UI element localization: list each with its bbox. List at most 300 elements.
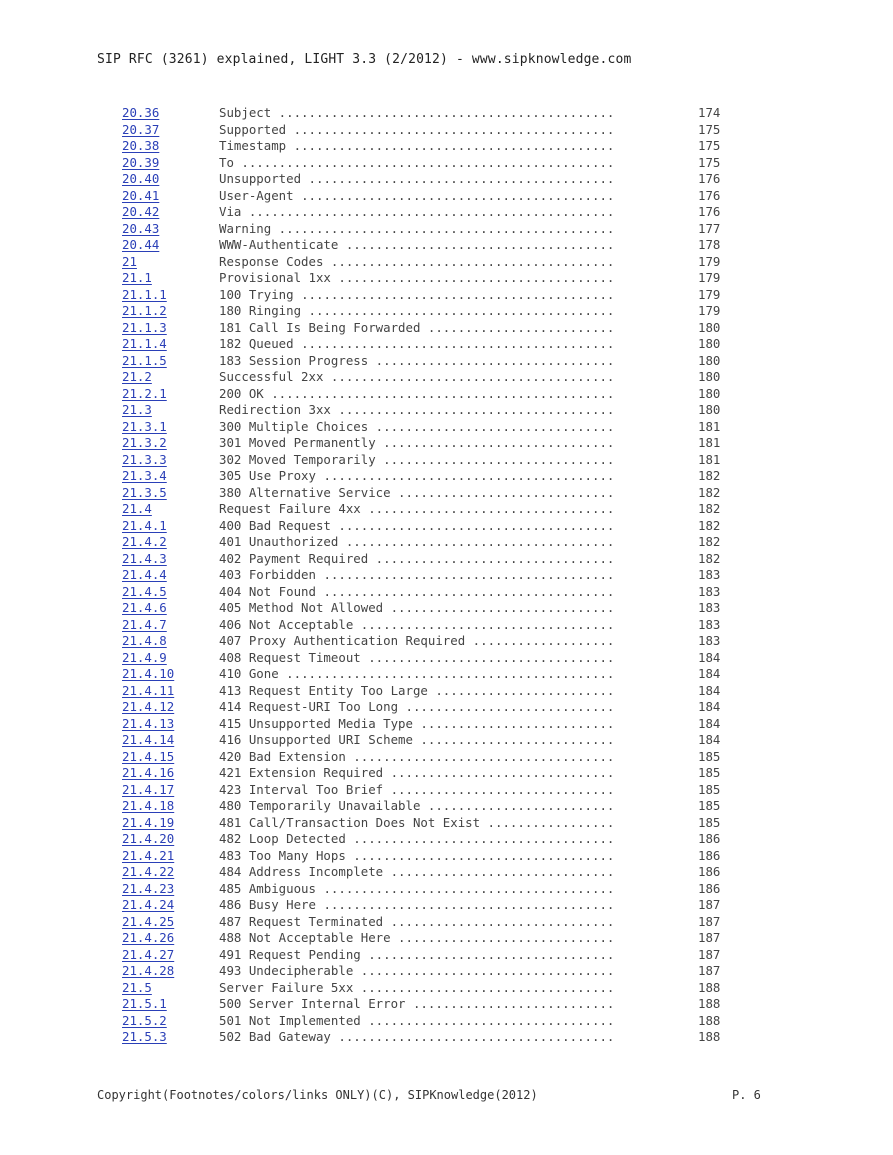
toc-section-link[interactable]: 21.3.3 xyxy=(122,451,167,467)
toc-entry-title-text: 420 Bad Extension xyxy=(219,748,346,764)
toc-page-number: 184 xyxy=(698,649,721,665)
toc-entry-title-text: Subject xyxy=(219,105,272,120)
toc-entry-title-text: 502 Bad Gateway xyxy=(219,1029,331,1044)
toc-entry-title-text: Supported xyxy=(219,121,287,137)
toc-row xyxy=(0,914,893,931)
toc-dot-leader: ......................... xyxy=(420,319,615,335)
toc-page-number: 187 xyxy=(698,963,721,978)
toc-entry-title-text: 405 Method Not Allowed xyxy=(219,600,384,615)
toc-section-link[interactable]: 21.4.12 xyxy=(122,699,175,714)
toc-entry-title xyxy=(219,353,684,370)
toc-entry-title xyxy=(219,1013,684,1030)
toc-dot-leader: ........................... xyxy=(405,996,615,1011)
toc-section-link[interactable]: 21.4.16 xyxy=(122,765,175,780)
toc-entry-title xyxy=(219,501,684,518)
toc-entry-title xyxy=(219,947,684,964)
toc-section-link[interactable]: 21.4.23 xyxy=(122,880,175,896)
toc-entry-title xyxy=(219,551,684,568)
toc-row xyxy=(0,683,893,700)
toc-entry-title-text: 480 Temporarily Unavailable xyxy=(219,798,421,813)
toc-page-number: 188 xyxy=(698,1012,721,1028)
toc-row xyxy=(0,551,893,568)
toc-dot-leader: ................................... xyxy=(345,748,615,764)
toc-entry-title-text: 408 Request Timeout xyxy=(219,649,361,665)
toc-row xyxy=(0,419,893,436)
toc-row xyxy=(0,518,893,535)
toc-page-number: 185 xyxy=(698,814,721,830)
toc-row xyxy=(0,204,893,221)
toc-section-link[interactable]: 21.5.1 xyxy=(122,996,167,1011)
toc-page-number: 181 xyxy=(698,451,721,467)
toc-entry-title-text: Request Failure 4xx xyxy=(219,501,361,516)
toc-page-number: 185 xyxy=(698,765,721,780)
toc-section-link[interactable]: 21.4.13 xyxy=(122,715,175,731)
toc-row xyxy=(0,138,893,155)
toc-section-link[interactable]: 21.4.28 xyxy=(122,963,175,978)
toc-row xyxy=(0,171,893,188)
toc-dot-leader: ................................. xyxy=(360,501,615,516)
toc-row xyxy=(0,501,893,518)
toc-page-number: 179 xyxy=(698,303,721,318)
toc-dot-leader: ................................ xyxy=(368,550,615,566)
toc-row xyxy=(0,221,893,238)
toc-page-number: 182 xyxy=(698,550,721,566)
toc-entry-title-text: 301 Moved Permanently xyxy=(219,435,376,450)
toc-page-number: 179 xyxy=(698,253,721,269)
toc-section-link[interactable]: 21.3 xyxy=(122,402,152,417)
toc-row xyxy=(0,105,893,122)
toc-page-number: 186 xyxy=(698,831,721,846)
footer-page-number: P. 6 xyxy=(732,1088,761,1102)
toc-section-link[interactable]: 21.4.22 xyxy=(122,864,175,879)
toc-entry-title-text: To xyxy=(219,154,234,170)
toc-dot-leader: .................................... xyxy=(338,237,615,252)
toc-section-link[interactable]: 21.5.3 xyxy=(122,1029,167,1044)
toc-page-number: 184 xyxy=(698,715,721,731)
toc-entry-title xyxy=(219,336,684,353)
toc-section-link[interactable]: 21.3.5 xyxy=(122,484,167,500)
toc-entry-title xyxy=(219,138,684,155)
toc-entry-title-text: Via xyxy=(219,204,242,219)
toc-dot-leader: ......................................... xyxy=(301,171,615,186)
toc-row xyxy=(0,765,893,782)
toc-row xyxy=(0,881,893,898)
toc-dot-leader: ...................................... xyxy=(323,253,615,269)
toc-row xyxy=(0,666,893,683)
toc-entry-title xyxy=(219,617,684,634)
toc-page-number: 187 xyxy=(698,930,721,945)
toc-entry-title-text: 501 Not Implemented xyxy=(219,1012,361,1028)
toc-section-link[interactable]: 21.4.11 xyxy=(122,682,175,698)
toc-entry-title xyxy=(219,848,684,865)
toc-entry-title xyxy=(219,930,684,947)
toc-page-number: 185 xyxy=(698,781,721,797)
toc-section-link[interactable]: 21.5 xyxy=(122,979,152,995)
toc-dot-leader: ................... xyxy=(465,633,615,648)
toc-page-number: 182 xyxy=(698,517,721,533)
toc-dot-leader: ............................................. xyxy=(271,105,615,120)
toc-section-link[interactable]: 21.4.9 xyxy=(122,649,167,665)
toc-dot-leader: ..................................... xyxy=(330,517,615,533)
toc-dot-leader: .................................... xyxy=(338,534,615,549)
toc-section-link[interactable]: 21.3.4 xyxy=(122,468,167,483)
toc-entry-title xyxy=(219,600,684,617)
toc-entry-title xyxy=(219,798,684,815)
toc-entry-title-text: 483 Too Many Hops xyxy=(219,847,346,863)
toc-entry-title xyxy=(219,122,684,139)
toc-section-link[interactable]: 21.4.21 xyxy=(122,847,175,863)
toc-section-link[interactable]: 21.4.2 xyxy=(122,534,167,549)
toc-dot-leader: .............................. xyxy=(383,864,615,879)
toc-page-number: 184 xyxy=(698,666,721,681)
toc-dot-leader: ............................................ xyxy=(278,666,615,681)
toc-section-link[interactable]: 20.44 xyxy=(122,237,160,252)
toc-entry-title xyxy=(219,567,684,584)
toc-entry-title-text: 403 Forbidden xyxy=(219,567,316,582)
toc-page-number: 186 xyxy=(698,864,721,879)
toc-dot-leader: .................................. xyxy=(353,979,615,995)
toc-entry-title xyxy=(219,402,684,419)
toc-row xyxy=(0,749,893,766)
toc-entry-title xyxy=(219,732,684,749)
toc-row xyxy=(0,716,893,733)
toc-row xyxy=(0,468,893,485)
toc-row xyxy=(0,930,893,947)
toc-section-link[interactable]: 20.42 xyxy=(122,204,160,219)
toc-entry-title-text: 482 Loop Detected xyxy=(219,831,346,846)
toc-section-link[interactable]: 21.1.2 xyxy=(122,303,167,318)
toc-entry-title-text: Provisional 1xx xyxy=(219,270,331,285)
toc-entry-title-text: 200 OK xyxy=(219,385,264,401)
toc-entry-title-text: Unsupported xyxy=(219,171,302,186)
toc-dot-leader: ................. xyxy=(480,814,615,830)
toc-dot-leader: ............................... xyxy=(375,451,615,467)
toc-row xyxy=(0,353,893,370)
toc-section-link[interactable]: 21.4.20 xyxy=(122,831,175,846)
toc-section-link[interactable]: 21.1.1 xyxy=(122,286,167,302)
toc-entry-title xyxy=(219,303,684,320)
toc-dot-leader: .............................. xyxy=(383,765,615,780)
toc-row xyxy=(0,782,893,799)
toc-entry-title-text: 423 Interval Too Brief xyxy=(219,781,384,797)
toc-entry-title xyxy=(219,881,684,898)
toc-page-number: 178 xyxy=(698,237,721,252)
toc-row xyxy=(0,600,893,617)
toc-dot-leader: ............................. xyxy=(390,930,615,945)
toc-entry-title-text: 400 Bad Request xyxy=(219,517,331,533)
toc-entry-title-text: 380 Alternative Service xyxy=(219,484,391,500)
toc-page-number: 180 xyxy=(698,336,721,351)
toc-dot-leader: ................................. xyxy=(360,1012,615,1028)
toc-entry-title xyxy=(219,650,684,667)
toc-row xyxy=(0,897,893,914)
toc-entry-title-text: 493 Undecipherable xyxy=(219,963,354,978)
toc-row xyxy=(0,435,893,452)
toc-section-link[interactable]: 21 xyxy=(122,253,137,269)
toc-row xyxy=(0,369,893,386)
toc-dot-leader: ..................................... xyxy=(330,402,615,417)
toc-dot-leader: .............................. xyxy=(383,781,615,797)
toc-row xyxy=(0,122,893,139)
toc-row xyxy=(0,287,893,304)
toc-section-link[interactable]: 20.36 xyxy=(122,105,160,120)
toc-section-link[interactable]: 21.4 xyxy=(122,501,152,516)
toc-entry-title xyxy=(219,897,684,914)
table-of-contents xyxy=(0,105,893,1046)
toc-row xyxy=(0,996,893,1013)
toc-row xyxy=(0,650,893,667)
toc-row xyxy=(0,336,893,353)
toc-entry-title-text: WWW-Authenticate xyxy=(219,237,339,252)
toc-page-number: 187 xyxy=(698,897,721,912)
toc-entry-title-text: 486 Busy Here xyxy=(219,897,316,912)
toc-entry-title-text: 414 Request-URI Too Long xyxy=(219,699,399,714)
toc-entry-title xyxy=(219,468,684,485)
toc-row xyxy=(0,452,893,469)
toc-page-number: 185 xyxy=(698,748,721,764)
toc-entry-title xyxy=(219,386,684,403)
toc-row xyxy=(0,732,893,749)
toc-section-link[interactable]: 21.4.3 xyxy=(122,550,167,566)
toc-section-link[interactable]: 21.4.18 xyxy=(122,798,175,813)
toc-entry-title-text: 401 Unauthorized xyxy=(219,534,339,549)
toc-section-link[interactable]: 21.4.7 xyxy=(122,616,167,632)
toc-section-link[interactable]: 20.38 xyxy=(122,138,160,153)
toc-section-link[interactable]: 21.4.10 xyxy=(122,666,175,681)
toc-section-link[interactable]: 21.2 xyxy=(122,369,152,384)
toc-dot-leader: ..................................... xyxy=(330,270,615,285)
toc-section-link[interactable]: 21.4.1 xyxy=(122,517,167,533)
toc-entry-title-text: 305 Use Proxy xyxy=(219,468,316,483)
toc-entry-title xyxy=(219,534,684,551)
toc-section-link[interactable]: 20.39 xyxy=(122,154,160,170)
toc-dot-leader: ...................................... xyxy=(323,369,615,384)
toc-entry-title xyxy=(219,254,684,271)
toc-entry-title-text: Timestamp xyxy=(219,138,287,153)
toc-page-number: 176 xyxy=(698,204,721,219)
toc-page-number: 187 xyxy=(698,946,721,962)
toc-entry-title xyxy=(219,237,684,254)
toc-entry-title-text: 180 Ringing xyxy=(219,303,302,318)
toc-entry-title xyxy=(219,815,684,832)
toc-entry-title xyxy=(219,749,684,766)
toc-entry-title-text: Redirection 3xx xyxy=(219,402,331,417)
toc-section-link[interactable]: 21.4.8 xyxy=(122,633,167,648)
toc-section-link[interactable]: 21.4.26 xyxy=(122,930,175,945)
toc-section-link[interactable]: 21.4.19 xyxy=(122,814,175,830)
toc-entry-title xyxy=(219,369,684,386)
toc-entry-title xyxy=(219,782,684,799)
toc-page-number: 183 xyxy=(698,567,721,582)
toc-section-link[interactable]: 21.2.1 xyxy=(122,385,167,401)
toc-dot-leader: ........................ xyxy=(427,682,615,698)
toc-entry-title-text: 481 Call/Transaction Does Not Exist xyxy=(219,814,481,830)
toc-entry-title-text: 413 Request Entity Too Large xyxy=(219,682,428,698)
toc-entry-title xyxy=(219,1029,684,1046)
toc-page-number: 182 xyxy=(698,534,721,549)
toc-section-link[interactable]: 21.4.24 xyxy=(122,897,175,912)
toc-entry-title xyxy=(219,419,684,436)
toc-entry-title xyxy=(219,485,684,502)
toc-section-link[interactable]: 20.41 xyxy=(122,187,160,203)
toc-page-number: 186 xyxy=(698,847,721,863)
toc-entry-title xyxy=(219,980,684,997)
toc-dot-leader: .......................................... xyxy=(293,286,615,302)
toc-entry-title-text: 407 Proxy Authentication Required xyxy=(219,633,466,648)
toc-entry-title-text: Response Codes xyxy=(219,253,324,269)
toc-row xyxy=(0,534,893,551)
toc-dot-leader: .................................. xyxy=(353,616,615,632)
toc-section-link[interactable]: 21.4.27 xyxy=(122,946,175,962)
toc-page-number: 175 xyxy=(698,154,721,170)
toc-row xyxy=(0,567,893,584)
toc-entry-title-text: 300 Multiple Choices xyxy=(219,418,369,434)
toc-page-number: 182 xyxy=(698,484,721,500)
toc-section-link[interactable]: 21.4.25 xyxy=(122,913,175,929)
toc-dot-leader: ............................... xyxy=(375,435,615,450)
toc-section-link[interactable]: 21.1.3 xyxy=(122,319,167,335)
toc-entry-title-text: 402 Payment Required xyxy=(219,550,369,566)
toc-entry-title xyxy=(219,831,684,848)
toc-entry-title xyxy=(219,435,684,452)
toc-page-number: 184 xyxy=(698,732,721,747)
footer-copyright: Copyright(Footnotes/colors/links ONLY)(C), SIPKnowledge(2012) xyxy=(97,1088,538,1102)
toc-page-number: 179 xyxy=(698,286,721,302)
toc-dot-leader: ................................ xyxy=(368,352,615,368)
toc-row xyxy=(0,980,893,997)
toc-dot-leader: .......................................... xyxy=(293,187,615,203)
toc-entry-title-text: 487 Request Terminated xyxy=(219,913,384,929)
toc-row xyxy=(0,402,893,419)
toc-dot-leader: ................................... xyxy=(345,847,615,863)
toc-entry-title xyxy=(219,287,684,304)
toc-section-link[interactable]: 21.3.2 xyxy=(122,435,167,450)
toc-row xyxy=(0,1013,893,1030)
toc-dot-leader: ....................................... xyxy=(315,583,615,599)
toc-page-number: 183 xyxy=(698,583,721,599)
toc-row xyxy=(0,947,893,964)
toc-row xyxy=(0,254,893,271)
toc-entry-title xyxy=(219,518,684,535)
toc-entry-title-text: 182 Queued xyxy=(219,336,294,351)
toc-page-number: 183 xyxy=(698,633,721,648)
toc-row xyxy=(0,584,893,601)
toc-dot-leader: ....................................... xyxy=(315,897,615,912)
toc-entry-title xyxy=(219,270,684,287)
toc-page-number: 185 xyxy=(698,798,721,813)
toc-entry-title xyxy=(219,963,684,980)
toc-page-number: 188 xyxy=(698,996,721,1011)
toc-section-link[interactable]: 20.37 xyxy=(122,121,160,137)
toc-section-link[interactable]: 21.4.4 xyxy=(122,567,167,582)
toc-dot-leader: ............................................. xyxy=(271,220,615,236)
toc-entry-title-text: 485 Ambiguous xyxy=(219,880,316,896)
toc-entry-title-text: 100 Trying xyxy=(219,286,294,302)
toc-entry-title xyxy=(219,221,684,238)
toc-page-number: 180 xyxy=(698,369,721,384)
toc-section-link[interactable]: 21.4.15 xyxy=(122,748,175,764)
toc-row xyxy=(0,699,893,716)
toc-page-number: 180 xyxy=(698,385,721,401)
toc-row xyxy=(0,617,893,634)
toc-entry-title-text: User-Agent xyxy=(219,187,294,203)
toc-entry-title xyxy=(219,666,684,683)
toc-entry-title xyxy=(219,105,684,122)
toc-entry-title xyxy=(219,171,684,188)
toc-dot-leader: .............................. xyxy=(383,600,615,615)
toc-entry-title xyxy=(219,320,684,337)
toc-entry-title-text: 416 Unsupported URI Scheme xyxy=(219,732,413,747)
toc-entry-title xyxy=(219,864,684,881)
toc-entry-title xyxy=(219,996,684,1013)
toc-section-link[interactable]: 21.4.14 xyxy=(122,732,175,747)
toc-entry-title xyxy=(219,633,684,650)
toc-section-link[interactable]: 21.4.17 xyxy=(122,781,175,797)
toc-dot-leader: ............................ xyxy=(398,699,615,714)
toc-page-number: 186 xyxy=(698,880,721,896)
toc-section-link[interactable]: 20.40 xyxy=(122,171,160,186)
toc-dot-leader: .................................. xyxy=(353,963,615,978)
toc-section-link[interactable]: 21.1.4 xyxy=(122,336,167,351)
toc-page-number: 174 xyxy=(698,105,721,120)
toc-dot-leader: ................................................. xyxy=(241,204,615,219)
toc-dot-leader: ....................................... xyxy=(315,880,615,896)
toc-row xyxy=(0,485,893,502)
toc-section-link[interactable]: 21.3.1 xyxy=(122,418,167,434)
toc-page-number: 179 xyxy=(698,270,721,285)
toc-entry-title xyxy=(219,716,684,733)
toc-dot-leader: ....................................... xyxy=(315,567,615,582)
toc-row xyxy=(0,320,893,337)
toc-section-link[interactable]: 21.5.2 xyxy=(122,1012,167,1028)
toc-section-link[interactable]: 21.1.5 xyxy=(122,352,167,368)
toc-dot-leader: ......................................... xyxy=(301,303,615,318)
toc-section-link[interactable]: 20.43 xyxy=(122,220,160,236)
toc-section-link[interactable]: 21.4.5 xyxy=(122,583,167,599)
toc-page-number: 176 xyxy=(698,187,721,203)
toc-row xyxy=(0,188,893,205)
toc-row xyxy=(0,1029,893,1046)
toc-entry-title-text: 500 Server Internal Error xyxy=(219,996,406,1011)
toc-entry-title-text: 302 Moved Temporarily xyxy=(219,451,376,467)
toc-dot-leader: .................................................. xyxy=(233,154,615,170)
toc-dot-leader: ........................................... xyxy=(286,138,615,153)
toc-row xyxy=(0,848,893,865)
toc-dot-leader: ....................................... xyxy=(315,468,615,483)
toc-row xyxy=(0,798,893,815)
toc-dot-leader: ..................................... xyxy=(330,1029,615,1044)
toc-entry-title xyxy=(219,699,684,716)
toc-section-link[interactable]: 21.4.6 xyxy=(122,600,167,615)
toc-row xyxy=(0,270,893,287)
toc-entry-title-text: 415 Unsupported Media Type xyxy=(219,715,413,731)
toc-dot-leader: ......................... xyxy=(420,798,615,813)
toc-entry-title-text: 484 Address Incomplete xyxy=(219,864,384,879)
toc-entry-title-text: 410 Gone xyxy=(219,666,279,681)
toc-row xyxy=(0,963,893,980)
toc-dot-leader: .......................... xyxy=(412,715,615,731)
toc-dot-leader: ................................. xyxy=(360,649,615,665)
toc-page-number: 184 xyxy=(698,699,721,714)
toc-row xyxy=(0,155,893,172)
toc-entry-title xyxy=(219,188,684,205)
toc-dot-leader: .......................................... xyxy=(293,336,615,351)
toc-row xyxy=(0,237,893,254)
toc-page-number: 175 xyxy=(698,138,721,153)
toc-section-link[interactable]: 21.1 xyxy=(122,270,152,285)
toc-row xyxy=(0,633,893,650)
toc-entry-title-text: 404 Not Found xyxy=(219,583,316,599)
